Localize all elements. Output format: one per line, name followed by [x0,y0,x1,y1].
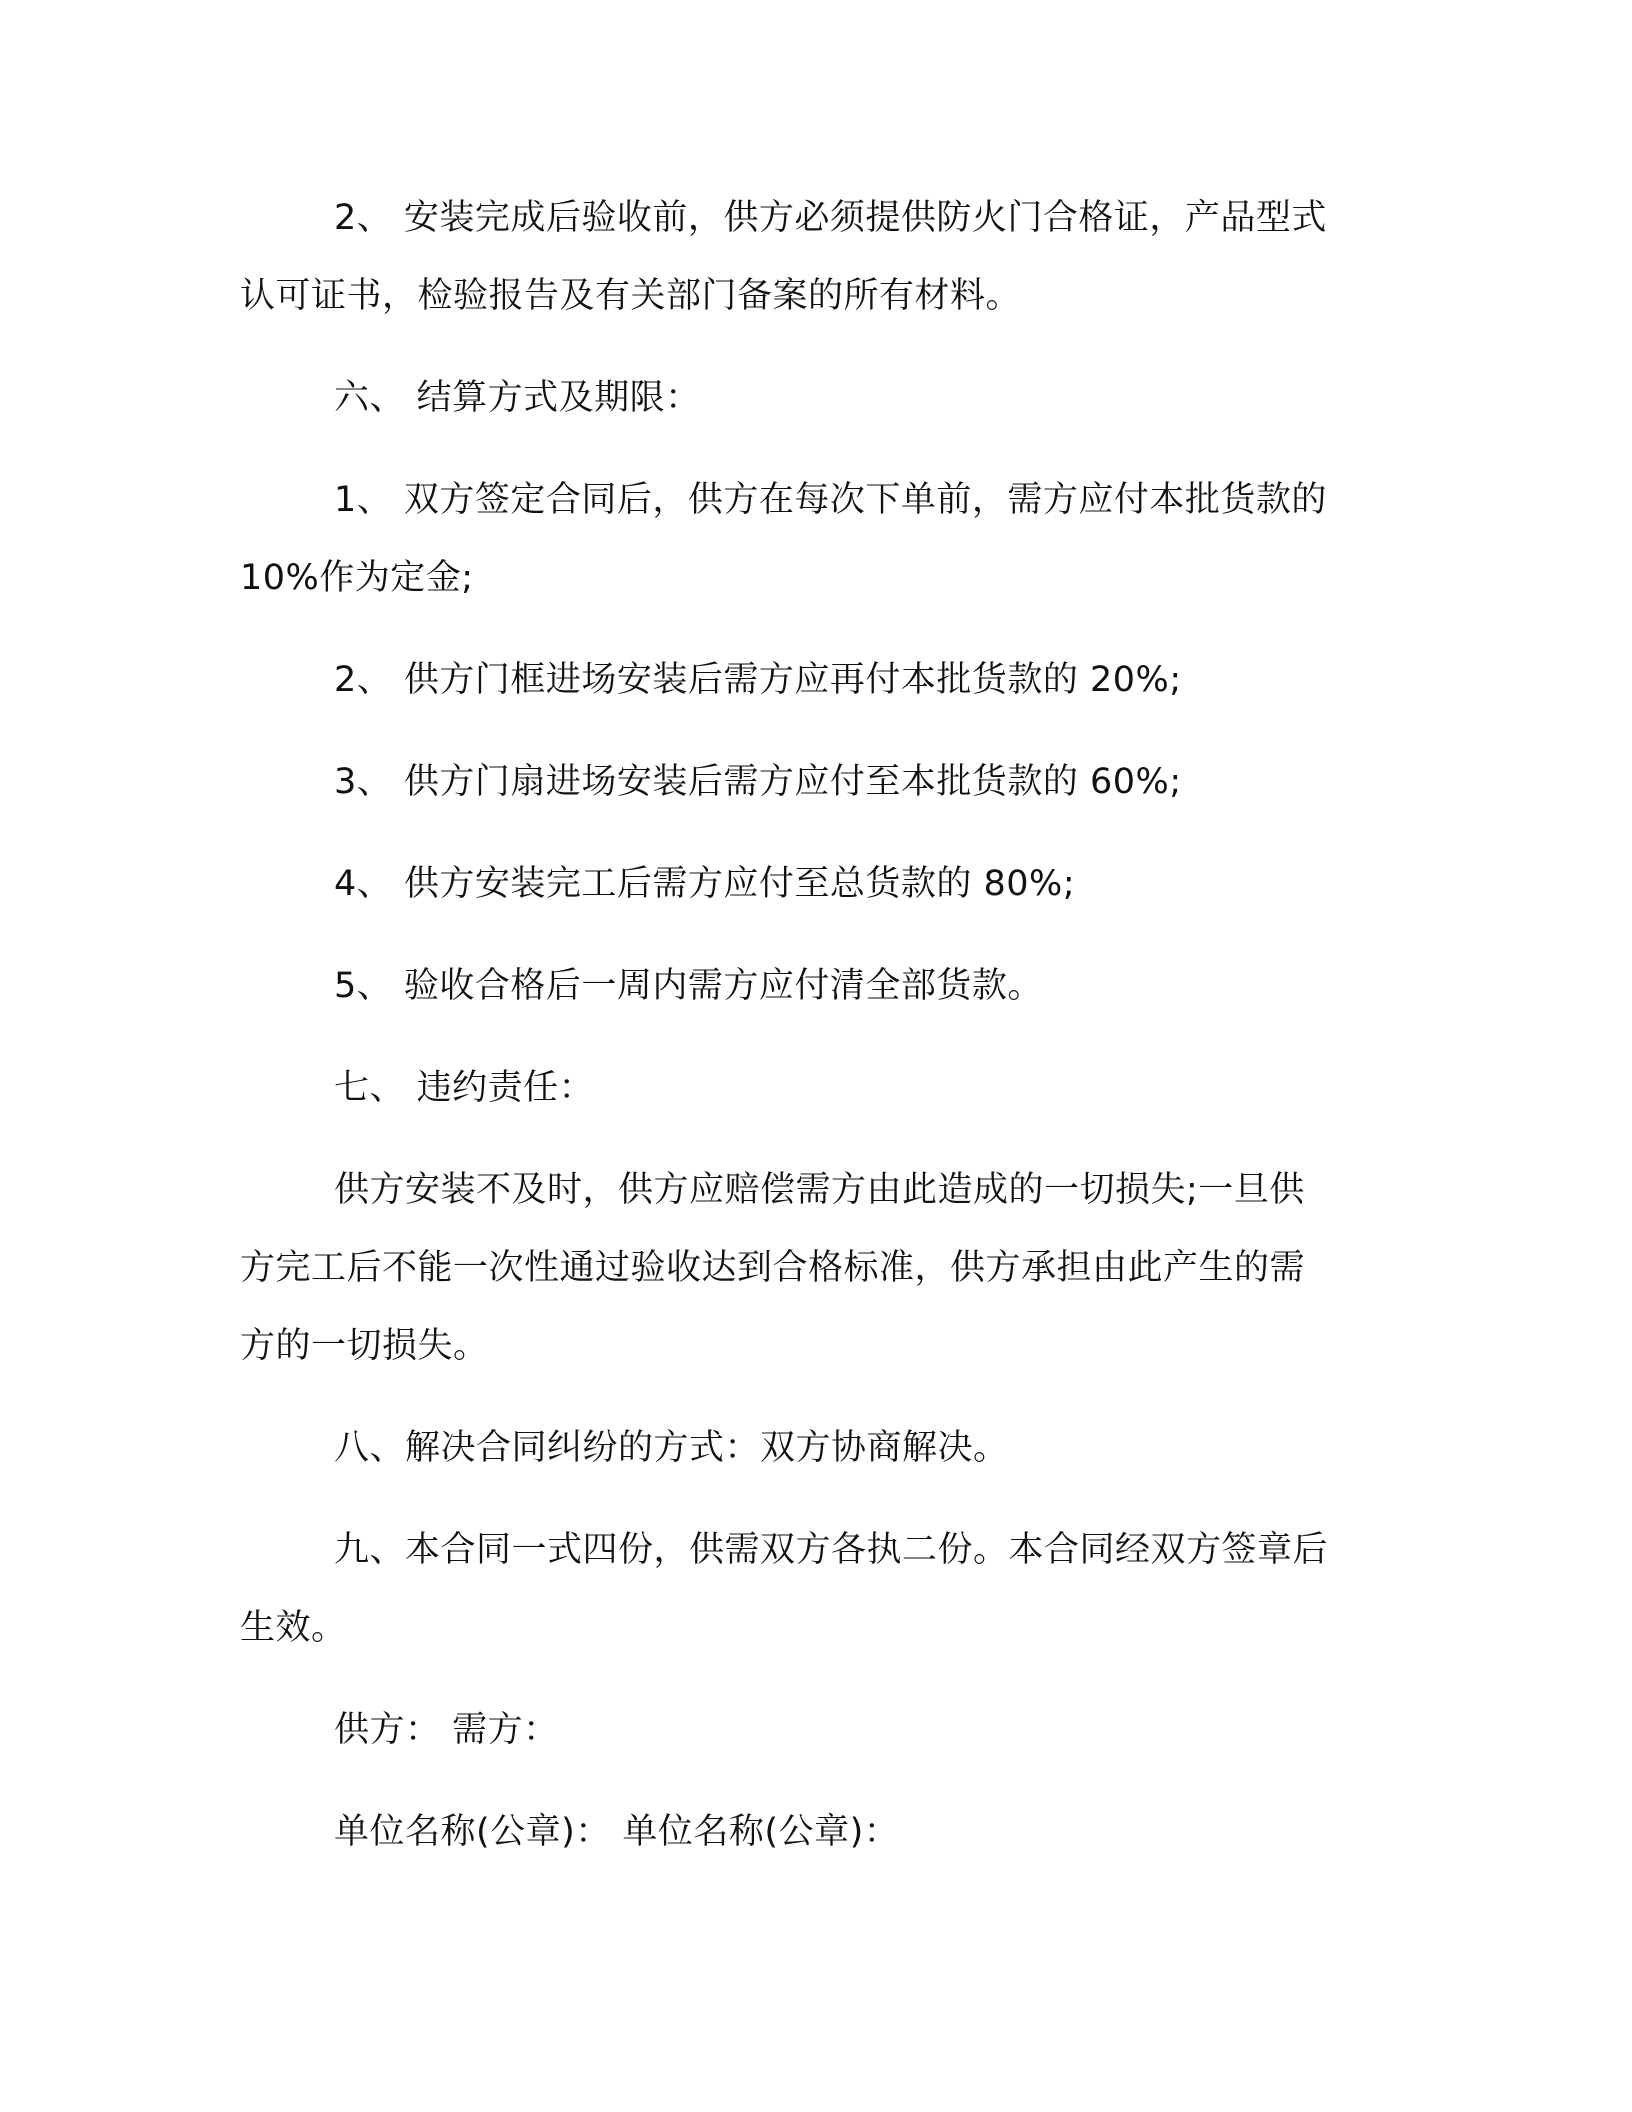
clause-6-4: 4、 供方安装完工后需方应付至总货款的 80%; [334,864,1076,904]
signature-parties: 供方： 需方： [334,1710,559,1750]
clause-5-2-line-2: 认可证书，检验报告及有关部门备案的所有材料。 [240,276,1022,316]
clause-6-3: 3、 供方门扇进场安装后需方应付至本批货款的 60%; [334,762,1182,802]
section-9-line-1: 九、本合同一式四份，供需双方各执二份。本合同经双方签章后 [334,1530,1329,1570]
clause-6-5: 5、 验收合格后一周内需方应付清全部货款。 [334,966,1043,1006]
clause-6-2: 2、 供方门框进场安装后需方应再付本批货款的 20%; [334,660,1182,700]
section-7-body-line-2: 方完工后不能一次性通过验收达到合格标准，供方承担由此产生的需 [240,1248,1306,1288]
clause-6-1-line-1: 1、 双方签定合同后，供方在每次下单前，需方应付本批货款的 [334,480,1327,520]
clause-5-2-line-1: 2、 安装完成后验收前，供方必须提供防火门合格证，产品型式 [334,198,1327,238]
section-7-body-line-1: 供方安装不及时，供方应赔偿需方由此造成的一切损失;一旦供 [334,1170,1305,1210]
signature-unit-names: 单位名称(公章)： 单位名称(公章)： [334,1812,900,1852]
clause-6-1-line-2: 10%作为定金; [240,558,474,598]
section-6-heading: 六、 结算方式及期限： [334,378,701,418]
section-9-line-2: 生效。 [240,1608,347,1648]
section-8: 八、解决合同纠纷的方式：双方协商解决。 [334,1428,1009,1468]
section-7-heading: 七、 违约责任： [334,1068,595,1108]
section-7-body-line-3: 方的一切损失。 [240,1326,489,1366]
